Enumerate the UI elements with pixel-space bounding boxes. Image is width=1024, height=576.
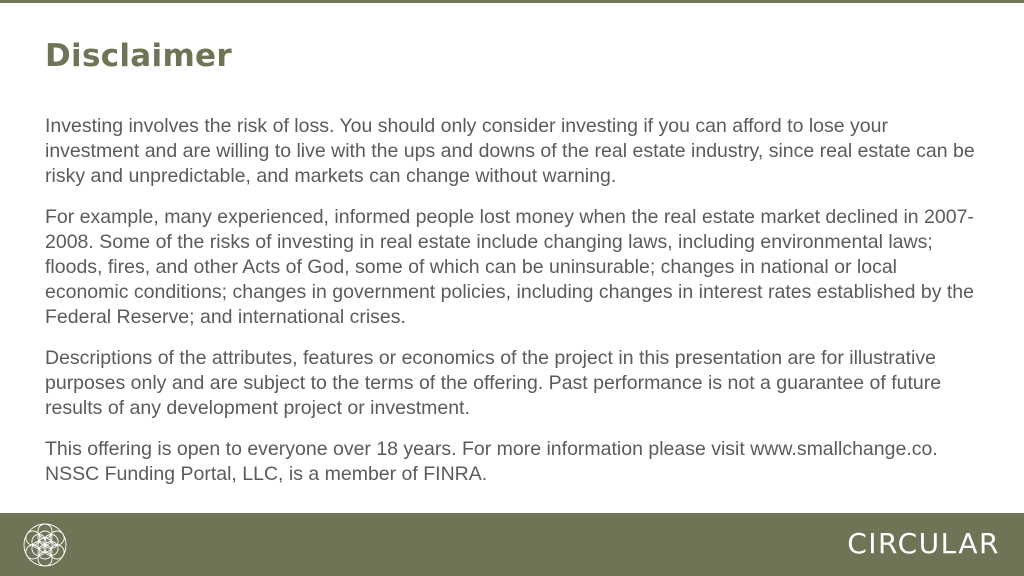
paragraph-risk: Investing involves the risk of loss. You should only consider investing if you can afford to lose your investment and are willing to live with the ups and downs of the real estate industry, since real estate can be risky and unpredictable, and markets can change without warning. (45, 115, 975, 187)
flower-of-life-icon (23, 523, 67, 567)
paragraph-descriptions: Descriptions of the attributes, features or economics of the project in this presentation are for illustrative purposes only and are subject to the terms of the offering. Past performance is not a guarantee of future results of any development project or investment. (45, 347, 942, 419)
footer-bar (0, 513, 1024, 576)
disclaimer-body (45, 114, 985, 503)
page-title: Disclaimer (45, 38, 232, 74)
paragraph-offering: This offering is open to everyone over 18 years. For more information please visit www.smallchange.co. NSSC Funding Portal, LLC, is a member of FINRA. (45, 438, 938, 485)
top-divider (0, 0, 1024, 3)
paragraph-example: For example, many experienced, informed people lost money when the real estate market declined in 2007-2008. Some of the risks of investing in real estate include changing laws, including environmental laws; floods, fires, and other Acts of God, some of which can be uninsurable; changes in national or local economic conditions; changes in government policies, including changes in interest rates established by the Federal Reserve; and international crises. (45, 206, 974, 328)
brand-logo-text: CIRCULAR (847, 527, 1000, 560)
